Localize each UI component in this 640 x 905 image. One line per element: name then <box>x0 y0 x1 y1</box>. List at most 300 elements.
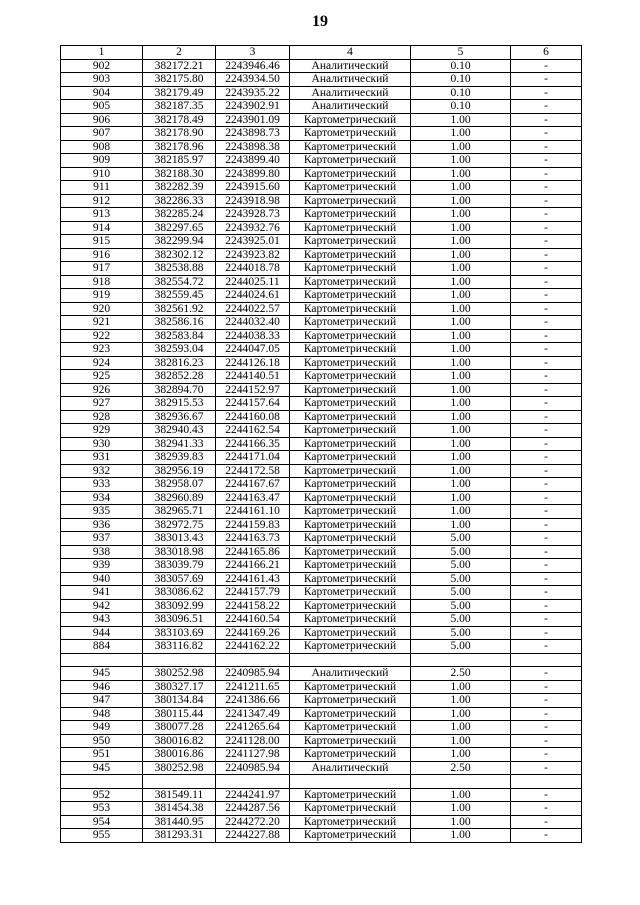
point-number-cell: 940 <box>61 572 143 586</box>
y-coordinate-cell: 2244169.26 <box>216 626 290 640</box>
x-coordinate-cell: 382299.94 <box>143 235 216 249</box>
point-number-cell: 955 <box>61 829 143 843</box>
accuracy-cell: 1.00 <box>411 221 511 235</box>
y-coordinate-cell: 2244166.35 <box>216 437 290 451</box>
note-cell: - <box>511 167 582 181</box>
y-coordinate-cell: 2244172.58 <box>216 464 290 478</box>
method-cell: Картометрический <box>290 208 411 222</box>
y-coordinate-cell: 2244047.05 <box>216 343 290 357</box>
point-number-cell: 946 <box>61 680 143 694</box>
note-cell: - <box>511 761 582 775</box>
y-coordinate-cell: 2241347.49 <box>216 707 290 721</box>
point-number-cell: 904 <box>61 86 143 100</box>
method-cell: Картометрический <box>290 505 411 519</box>
table-row <box>61 599 582 613</box>
note-cell: - <box>511 478 582 492</box>
y-coordinate-cell: 2243935.22 <box>216 86 290 100</box>
table-row <box>61 640 582 654</box>
y-coordinate-cell: 2244287.56 <box>216 802 290 816</box>
note-cell <box>511 653 582 667</box>
accuracy-cell: 5.00 <box>411 532 511 546</box>
point-number-cell: 950 <box>61 734 143 748</box>
x-coordinate-cell: 382178.90 <box>143 127 216 141</box>
method-cell: Аналитический <box>290 86 411 100</box>
method-cell: Картометрический <box>290 113 411 127</box>
x-coordinate-cell: 382852.28 <box>143 370 216 384</box>
method-cell <box>290 775 411 789</box>
y-coordinate-cell: 2241127.98 <box>216 748 290 762</box>
method-cell: Картометрический <box>290 464 411 478</box>
method-cell: Картометрический <box>290 788 411 802</box>
table-row <box>61 802 582 816</box>
method-cell: Картометрический <box>290 491 411 505</box>
y-coordinate-cell: 2244272.20 <box>216 815 290 829</box>
accuracy-cell: 1.00 <box>411 464 511 478</box>
y-coordinate-cell: 2244227.88 <box>216 829 290 843</box>
method-cell: Картометрический <box>290 356 411 370</box>
note-cell: - <box>511 532 582 546</box>
x-coordinate-cell: 382956.19 <box>143 464 216 478</box>
x-coordinate-cell: 383096.51 <box>143 613 216 627</box>
note-cell: - <box>511 518 582 532</box>
y-coordinate-cell: 2243899.80 <box>216 167 290 181</box>
accuracy-cell: 1.00 <box>411 248 511 262</box>
page-number: 19 <box>312 13 328 30</box>
y-coordinate-cell: 2244165.86 <box>216 545 290 559</box>
accuracy-cell: 2.50 <box>411 761 511 775</box>
x-coordinate-cell: 381549.11 <box>143 788 216 802</box>
point-number-cell: 945 <box>61 667 143 681</box>
y-coordinate-cell: 2243899.40 <box>216 154 290 168</box>
table-row <box>61 680 582 694</box>
method-cell: Картометрический <box>290 451 411 465</box>
x-coordinate-cell: 380016.82 <box>143 734 216 748</box>
y-coordinate-cell: 2240985.94 <box>216 667 290 681</box>
y-coordinate-cell: 2244032.40 <box>216 316 290 330</box>
x-coordinate-cell: 380327.17 <box>143 680 216 694</box>
point-number-cell: 929 <box>61 424 143 438</box>
header-cell-1: 1 <box>61 46 143 60</box>
y-coordinate-cell: 2244152.97 <box>216 383 290 397</box>
method-cell: Картометрический <box>290 734 411 748</box>
point-number-cell: 906 <box>61 113 143 127</box>
note-cell: - <box>511 275 582 289</box>
method-cell: Картометрический <box>290 248 411 262</box>
x-coordinate-cell: 382561.92 <box>143 302 216 316</box>
point-number-cell: 913 <box>61 208 143 222</box>
note-cell: - <box>511 559 582 573</box>
table-row <box>61 613 582 627</box>
note-cell: - <box>511 680 582 694</box>
x-coordinate-cell: 382172.21 <box>143 59 216 73</box>
accuracy-cell: 5.00 <box>411 545 511 559</box>
method-cell: Картометрический <box>290 748 411 762</box>
y-coordinate-cell: 2244166.21 <box>216 559 290 573</box>
x-coordinate-cell: 382302.12 <box>143 248 216 262</box>
table-row <box>61 478 582 492</box>
point-number-cell: 924 <box>61 356 143 370</box>
y-coordinate-cell: 2244171.04 <box>216 451 290 465</box>
point-number-cell: 915 <box>61 235 143 249</box>
accuracy-cell: 1.00 <box>411 262 511 276</box>
point-number-cell: 919 <box>61 289 143 303</box>
header-row <box>61 46 582 60</box>
accuracy-cell: 1.00 <box>411 289 511 303</box>
method-cell: Картометрический <box>290 694 411 708</box>
point-number-cell: 902 <box>61 59 143 73</box>
point-number-cell: 910 <box>61 167 143 181</box>
y-coordinate-cell: 2241265.64 <box>216 721 290 735</box>
x-coordinate-cell: 382972.75 <box>143 518 216 532</box>
accuracy-cell: 1.00 <box>411 140 511 154</box>
x-coordinate-cell <box>143 775 216 789</box>
point-number-cell: 909 <box>61 154 143 168</box>
method-cell: Картометрический <box>290 221 411 235</box>
x-coordinate-cell: 382939.83 <box>143 451 216 465</box>
x-coordinate-cell: 380016.86 <box>143 748 216 762</box>
accuracy-cell: 1.00 <box>411 397 511 411</box>
x-coordinate-cell: 382538.88 <box>143 262 216 276</box>
accuracy-cell: 0.10 <box>411 73 511 87</box>
y-coordinate-cell: 2244162.22 <box>216 640 290 654</box>
accuracy-cell: 1.00 <box>411 734 511 748</box>
x-coordinate-cell: 382894.70 <box>143 383 216 397</box>
method-cell: Картометрический <box>290 586 411 600</box>
x-coordinate-cell: 382915.53 <box>143 397 216 411</box>
x-coordinate-cell: 383039.79 <box>143 559 216 573</box>
point-number-cell: 942 <box>61 599 143 613</box>
method-cell: Аналитический <box>290 100 411 114</box>
method-cell: Картометрический <box>290 370 411 384</box>
y-coordinate-cell: 2244159.83 <box>216 518 290 532</box>
accuracy-cell: 1.00 <box>411 275 511 289</box>
note-cell: - <box>511 316 582 330</box>
table-row <box>61 59 582 73</box>
y-coordinate-cell: 2244025.11 <box>216 275 290 289</box>
accuracy-cell: 1.00 <box>411 491 511 505</box>
point-number-cell: 938 <box>61 545 143 559</box>
table-row <box>61 289 582 303</box>
accuracy-cell: 1.00 <box>411 788 511 802</box>
table-row <box>61 424 582 438</box>
table-body <box>61 59 582 842</box>
accuracy-cell: 1.00 <box>411 208 511 222</box>
table-row <box>61 626 582 640</box>
method-cell: Картометрический <box>290 721 411 735</box>
table-row <box>61 545 582 559</box>
x-coordinate-cell: 382282.39 <box>143 181 216 195</box>
accuracy-cell: 1.00 <box>411 518 511 532</box>
table-row <box>61 194 582 208</box>
table-row <box>61 370 582 384</box>
point-number-cell: 917 <box>61 262 143 276</box>
x-coordinate-cell: 382187.35 <box>143 100 216 114</box>
note-cell: - <box>511 694 582 708</box>
table-row <box>61 383 582 397</box>
method-cell: Картометрический <box>290 680 411 694</box>
accuracy-cell: 1.00 <box>411 167 511 181</box>
x-coordinate-cell: 380077.28 <box>143 721 216 735</box>
coordinates-table <box>60 45 582 843</box>
table-row <box>61 167 582 181</box>
x-coordinate-cell: 382297.65 <box>143 221 216 235</box>
point-number-cell: 914 <box>61 221 143 235</box>
x-coordinate-cell: 381454.38 <box>143 802 216 816</box>
accuracy-cell: 5.00 <box>411 599 511 613</box>
x-coordinate-cell: 382940.43 <box>143 424 216 438</box>
method-cell: Картометрический <box>290 343 411 357</box>
note-cell: - <box>511 721 582 735</box>
point-number-cell: 928 <box>61 410 143 424</box>
x-coordinate-cell: 382178.96 <box>143 140 216 154</box>
table-row <box>61 788 582 802</box>
point-number-cell: 916 <box>61 248 143 262</box>
point-number-cell: 920 <box>61 302 143 316</box>
y-coordinate-cell: 2244167.67 <box>216 478 290 492</box>
note-cell: - <box>511 140 582 154</box>
note-cell: - <box>511 397 582 411</box>
point-number-cell: 944 <box>61 626 143 640</box>
accuracy-cell: 1.00 <box>411 343 511 357</box>
note-cell: - <box>511 181 582 195</box>
method-cell: Картометрический <box>290 181 411 195</box>
method-cell: Картометрический <box>290 545 411 559</box>
x-coordinate-cell: 383057.69 <box>143 572 216 586</box>
y-coordinate-cell: 2241211.65 <box>216 680 290 694</box>
accuracy-cell: 1.00 <box>411 329 511 343</box>
point-number-cell <box>61 775 143 789</box>
point-number-cell: 945 <box>61 761 143 775</box>
accuracy-cell: 1.00 <box>411 829 511 843</box>
note-cell: - <box>511 613 582 627</box>
y-coordinate-cell: 2244158.22 <box>216 599 290 613</box>
y-coordinate-cell: 2244022.57 <box>216 302 290 316</box>
method-cell: Картометрический <box>290 127 411 141</box>
table-row <box>61 707 582 721</box>
table-row <box>61 410 582 424</box>
x-coordinate-cell: 383013.43 <box>143 532 216 546</box>
note-cell: - <box>511 329 582 343</box>
accuracy-cell: 1.00 <box>411 113 511 127</box>
accuracy-cell: 1.00 <box>411 370 511 384</box>
x-coordinate-cell: 382583.84 <box>143 329 216 343</box>
point-number-cell: 943 <box>61 613 143 627</box>
table-row <box>61 140 582 154</box>
y-coordinate-cell: 2244161.10 <box>216 505 290 519</box>
accuracy-cell: 1.00 <box>411 424 511 438</box>
y-coordinate-cell: 2244157.64 <box>216 397 290 411</box>
x-coordinate-cell: 382185.97 <box>143 154 216 168</box>
y-coordinate-cell: 2244126.18 <box>216 356 290 370</box>
x-coordinate-cell: 382936.67 <box>143 410 216 424</box>
table-row <box>61 86 582 100</box>
accuracy-cell: 1.00 <box>411 707 511 721</box>
accuracy-cell: 0.10 <box>411 59 511 73</box>
y-coordinate-cell: 2244018.78 <box>216 262 290 276</box>
point-number-cell: 947 <box>61 694 143 708</box>
accuracy-cell: 1.00 <box>411 302 511 316</box>
table-row <box>61 451 582 465</box>
note-cell: - <box>511 410 582 424</box>
note-cell: - <box>511 545 582 559</box>
note-cell: - <box>511 154 582 168</box>
point-number-cell: 912 <box>61 194 143 208</box>
table-row <box>61 505 582 519</box>
spacer-row <box>61 775 582 789</box>
table-row <box>61 329 582 343</box>
note-cell: - <box>511 829 582 843</box>
accuracy-cell: 1.00 <box>411 383 511 397</box>
x-coordinate-cell: 382179.49 <box>143 86 216 100</box>
y-coordinate-cell: 2243898.73 <box>216 127 290 141</box>
x-coordinate-cell: 382593.04 <box>143 343 216 357</box>
accuracy-cell: 1.00 <box>411 316 511 330</box>
method-cell: Картометрический <box>290 532 411 546</box>
note-cell: - <box>511 707 582 721</box>
note-cell: - <box>511 113 582 127</box>
point-number-cell: 908 <box>61 140 143 154</box>
table-row <box>61 316 582 330</box>
note-cell: - <box>511 491 582 505</box>
y-coordinate-cell: 2243923.82 <box>216 248 290 262</box>
note-cell: - <box>511 748 582 762</box>
point-number-cell: 927 <box>61 397 143 411</box>
accuracy-cell <box>411 653 511 667</box>
point-number-cell: 921 <box>61 316 143 330</box>
accuracy-cell: 5.00 <box>411 572 511 586</box>
point-number-cell: 907 <box>61 127 143 141</box>
method-cell: Картометрический <box>290 329 411 343</box>
x-coordinate-cell: 380252.98 <box>143 667 216 681</box>
accuracy-cell: 1.00 <box>411 680 511 694</box>
accuracy-cell: 1.00 <box>411 748 511 762</box>
note-cell: - <box>511 599 582 613</box>
table-row <box>61 748 582 762</box>
method-cell: Картометрический <box>290 275 411 289</box>
point-number-cell: 926 <box>61 383 143 397</box>
point-number-cell: 922 <box>61 329 143 343</box>
x-coordinate-cell: 382554.72 <box>143 275 216 289</box>
y-coordinate-cell: 2243925.01 <box>216 235 290 249</box>
method-cell: Картометрический <box>290 613 411 627</box>
table-row <box>61 113 582 127</box>
note-cell: - <box>511 734 582 748</box>
accuracy-cell: 5.00 <box>411 559 511 573</box>
note-cell: - <box>511 343 582 357</box>
method-cell: Картометрический <box>290 167 411 181</box>
accuracy-cell: 5.00 <box>411 586 511 600</box>
note-cell: - <box>511 640 582 654</box>
y-coordinate-cell: 2243898.38 <box>216 140 290 154</box>
method-cell: Аналитический <box>290 73 411 87</box>
method-cell: Картометрический <box>290 140 411 154</box>
accuracy-cell: 1.00 <box>411 410 511 424</box>
point-number-cell: 933 <box>61 478 143 492</box>
note-cell: - <box>511 802 582 816</box>
method-cell: Картометрический <box>290 518 411 532</box>
method-cell: Картометрический <box>290 572 411 586</box>
method-cell: Картометрический <box>290 262 411 276</box>
y-coordinate-cell: 2244161.43 <box>216 572 290 586</box>
point-number-cell: 905 <box>61 100 143 114</box>
note-cell: - <box>511 437 582 451</box>
y-coordinate-cell: 2244163.73 <box>216 532 290 546</box>
note-cell: - <box>511 262 582 276</box>
note-cell: - <box>511 424 582 438</box>
point-number-cell: 884 <box>61 640 143 654</box>
note-cell: - <box>511 127 582 141</box>
note-cell: - <box>511 626 582 640</box>
point-number-cell: 923 <box>61 343 143 357</box>
x-coordinate-cell: 382586.16 <box>143 316 216 330</box>
note-cell: - <box>511 370 582 384</box>
x-coordinate-cell: 380134.84 <box>143 694 216 708</box>
note-cell: - <box>511 248 582 262</box>
y-coordinate-cell: 2244024.61 <box>216 289 290 303</box>
table-row <box>61 694 582 708</box>
table-row <box>61 302 582 316</box>
y-coordinate-cell: 2244163.47 <box>216 491 290 505</box>
method-cell: Картометрический <box>290 410 411 424</box>
table-header <box>61 46 582 60</box>
note-cell: - <box>511 383 582 397</box>
y-coordinate-cell: 2243946.46 <box>216 59 290 73</box>
table-row <box>61 356 582 370</box>
point-number-cell: 936 <box>61 518 143 532</box>
table-row <box>61 518 582 532</box>
table-row <box>61 397 582 411</box>
method-cell: Картометрический <box>290 194 411 208</box>
point-number-cell: 911 <box>61 181 143 195</box>
method-cell: Картометрический <box>290 383 411 397</box>
method-cell: Аналитический <box>290 667 411 681</box>
method-cell: Картометрический <box>290 437 411 451</box>
accuracy-cell: 1.00 <box>411 694 511 708</box>
x-coordinate-cell: 382178.49 <box>143 113 216 127</box>
y-coordinate-cell: 2241386.66 <box>216 694 290 708</box>
table-row <box>61 572 582 586</box>
point-number-cell: 953 <box>61 802 143 816</box>
note-cell: - <box>511 356 582 370</box>
accuracy-cell: 1.00 <box>411 154 511 168</box>
method-cell: Картометрический <box>290 626 411 640</box>
note-cell: - <box>511 505 582 519</box>
table-row <box>61 248 582 262</box>
y-coordinate-cell: 2240985.94 <box>216 761 290 775</box>
method-cell: Аналитический <box>290 761 411 775</box>
accuracy-cell: 1.00 <box>411 505 511 519</box>
note-cell <box>511 775 582 789</box>
header-cell-6: 6 <box>511 46 582 60</box>
note-cell: - <box>511 586 582 600</box>
point-number-cell: 949 <box>61 721 143 735</box>
method-cell: Картометрический <box>290 707 411 721</box>
method-cell: Картометрический <box>290 235 411 249</box>
x-coordinate-cell: 383018.98 <box>143 545 216 559</box>
table-row <box>61 721 582 735</box>
accuracy-cell: 1.00 <box>411 235 511 249</box>
table-row <box>61 127 582 141</box>
note-cell: - <box>511 100 582 114</box>
table-row <box>61 235 582 249</box>
accuracy-cell: 1.00 <box>411 181 511 195</box>
table-row <box>61 761 582 775</box>
x-coordinate-cell: 383086.62 <box>143 586 216 600</box>
y-coordinate-cell <box>216 653 290 667</box>
y-coordinate-cell: 2243901.09 <box>216 113 290 127</box>
note-cell: - <box>511 667 582 681</box>
point-number-cell: 931 <box>61 451 143 465</box>
